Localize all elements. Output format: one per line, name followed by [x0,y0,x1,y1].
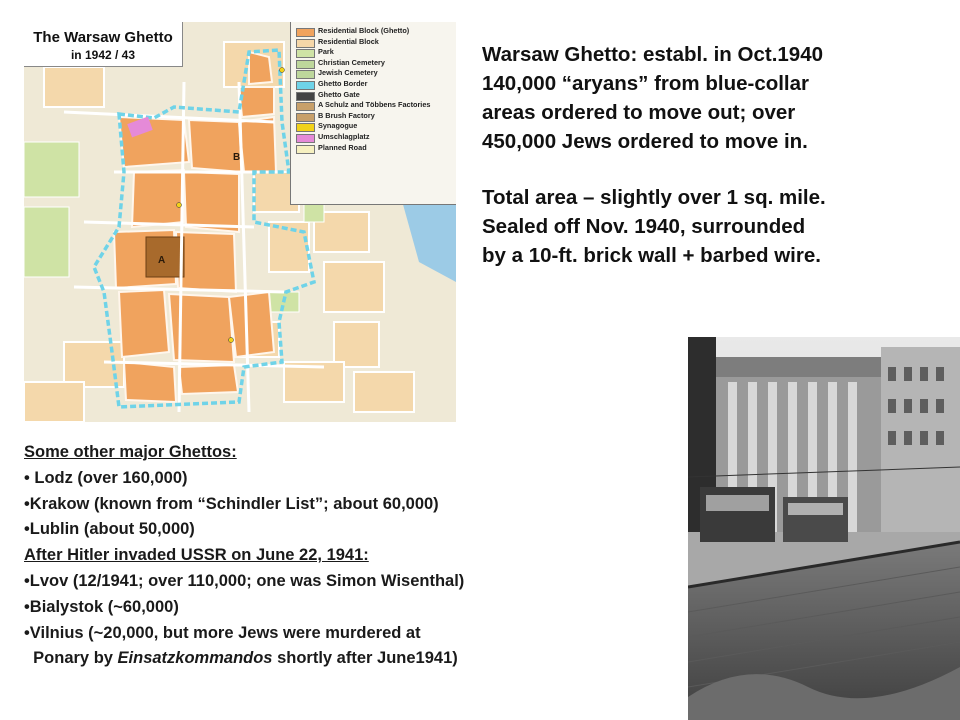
headline-line: Total area – slightly over 1 sq. mile. [482,186,826,209]
legend-row [291,90,456,101]
photo-graphic [688,337,960,720]
legend-row [291,37,456,48]
ghetto-list-heading: Some other major Ghettos: [24,443,237,461]
marker-a-label: A [158,255,166,266]
legend-swatch [296,145,315,154]
headline-line: areas ordered to move out; over [482,101,796,124]
headline-text [482,40,952,270]
legend-row [291,100,456,111]
synagogue-marker [177,203,182,208]
map-legend [290,22,456,205]
headline-line: Sealed off Nov. 1940, surrounded [482,215,806,238]
legend-label: Ghetto Gate [318,89,360,99]
ghetto-list [24,440,684,672]
synagogue-marker [229,338,234,343]
legend-row [291,132,456,143]
legend-label: Park [318,47,334,57]
ghetto-list-item: •Lublin (about 50,000) [24,520,195,539]
legend-label: A Schulz and Többens Factories [318,100,431,110]
headline-line: 450,000 Jews ordered to move in. [482,130,808,153]
last-line-post: shortly after June1941) [272,649,458,668]
ghetto-list-item: •Krakow (known from “Schindler List”; about 60,000) [24,494,439,513]
ghetto-list-item: •Vilnius (~20,000, but more Jews were murdered at [24,623,421,642]
legend-row [291,79,456,90]
headline-line: by a 10-ft. brick wall + barbed wire. [482,244,821,267]
marker-b-label: B [233,152,241,163]
legend-label: B Brush Factory [318,110,375,120]
legend-label: Planned Road [318,142,367,152]
headline-line: Warsaw Ghetto: establ. in Oct.1940 [482,43,824,66]
legend-row [291,111,456,122]
legend-row [291,121,456,132]
ghetto-list-item: • Lodz (over 160,000) [24,468,188,487]
legend-row [291,143,456,154]
synagogue-marker [280,68,285,73]
legend-label: Christian Cemetery [318,57,385,67]
last-line-pre: Ponary by [24,649,118,668]
ghetto-list-item: •Lvov (12/1941; over 110,000; one was Simon Wisenthal) [24,571,465,590]
ghetto-list-item-continued [24,646,684,672]
legend-row [291,68,456,79]
ghetto-list-item: •Bialystok (~60,000) [24,597,179,616]
legend-label: Umschlagplatz [318,131,370,141]
legend-label: Residential Block (Ghetto) [318,26,410,35]
map-title [24,22,183,67]
ghetto-wall-photo [688,337,960,720]
legend-label: Jewish Cemetery [318,68,378,78]
legend-row [291,58,456,69]
legend-label: Ghetto Border [318,78,368,88]
map-title-line2: in 1942 / 43 [70,48,136,62]
einsatzkommandos-term: Einsatzkommandos [117,649,273,668]
map-title-line1: The Warsaw Ghetto [33,29,173,46]
warsaw-ghetto-map [24,22,456,422]
legend-row [291,26,456,37]
ghetto-list-subheading: After Hitler invaded USSR on June 22, 1941: [24,546,369,565]
headline-line: 140,000 “aryans” from blue-collar [482,72,810,95]
legend-label: Residential Block [318,36,379,46]
legend-row [291,47,456,58]
legend-label: Synagogue [318,121,358,131]
